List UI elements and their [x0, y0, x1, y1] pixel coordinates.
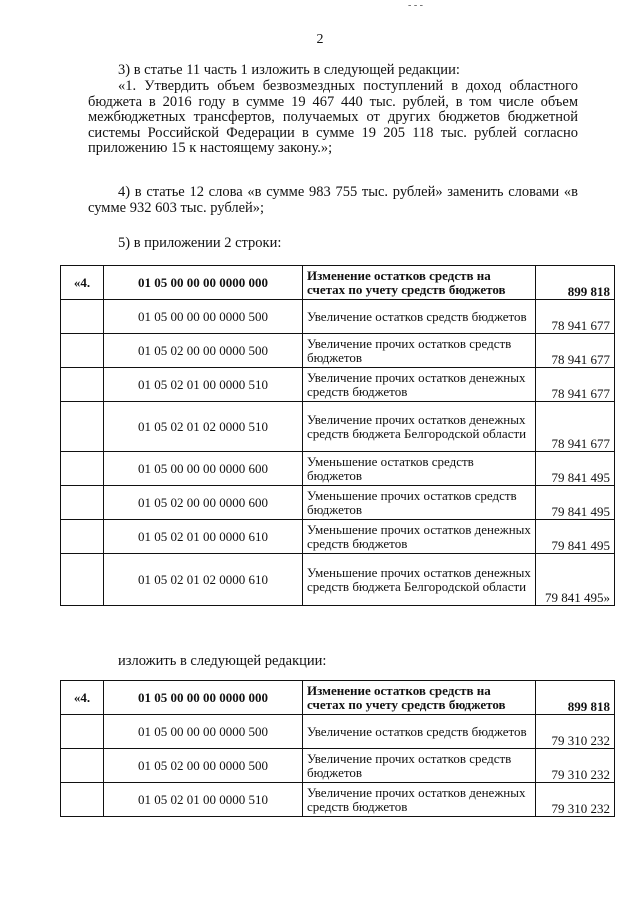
- row-value: 79 841 495: [536, 452, 615, 486]
- row-value: 79 841 495»: [536, 554, 615, 606]
- row-value: 78 941 677: [536, 300, 615, 334]
- table-new-rows: [60, 680, 615, 817]
- row-description: Увеличение остатков средств бюджетов: [303, 300, 536, 334]
- row-number: [61, 300, 104, 334]
- row-number: [61, 452, 104, 486]
- row-value: 79 310 232: [536, 715, 615, 749]
- paragraph-appendix-2: 5) в приложении 2 строки:: [118, 235, 282, 251]
- row-value: 79 310 232: [536, 749, 615, 783]
- table-row: [61, 681, 615, 715]
- row-number: [61, 486, 104, 520]
- paragraph-article-11-text: «1. Утвердить объем безвозмездных поступлений в доход областного бюджета в 2016 году в сумме 19 467 440 тыс. рублей, в том числе объем межбюджетных трансфертов, получаемых от других бюджетов бюджетной системы Российской Федерации в сумме 19 205 118 тыс. рублей согласно приложению 15 к настоящему закону.»;: [88, 78, 578, 156]
- row-description: Уменьшение прочих остатков денежных средств бюджетов: [303, 520, 536, 554]
- budget-code: 01 05 02 01 00 0000 510: [104, 368, 303, 402]
- row-value: 79 841 495: [536, 486, 615, 520]
- row-number: «4.: [61, 681, 104, 715]
- table-row: [61, 402, 615, 452]
- row-number: «4.: [61, 266, 104, 300]
- paragraph-article-11: 3) в статье 11 часть 1 изложить в следующей редакции:: [118, 62, 460, 78]
- row-description: Увеличение прочих остатков средств бюджетов: [303, 749, 536, 783]
- budget-code: 01 05 02 00 00 0000 500: [104, 749, 303, 783]
- table-row: [61, 368, 615, 402]
- row-description: Уменьшение остатков средств бюджетов: [303, 452, 536, 486]
- row-number: [61, 749, 104, 783]
- table-row: [61, 783, 615, 817]
- table-old-rows: [60, 265, 615, 606]
- budget-code: 01 05 00 00 00 0000 500: [104, 300, 303, 334]
- paragraph-article-12: 4) в статье 12 слова «в сумме 983 755 тыс. рублей» заменить словами «в сумме 932 603 тыс. рублей»;: [88, 184, 578, 216]
- table-row: [61, 749, 615, 783]
- row-number: [61, 715, 104, 749]
- table-row: [61, 300, 615, 334]
- table-row: [61, 334, 615, 368]
- row-description: Увеличение прочих остатков денежных средств бюджета Белгородской области: [303, 402, 536, 452]
- row-number: [61, 554, 104, 606]
- row-value: 899 818: [536, 266, 615, 300]
- row-description: Увеличение остатков средств бюджетов: [303, 715, 536, 749]
- row-description: Увеличение прочих остатков денежных средств бюджетов: [303, 783, 536, 817]
- row-value: 79 841 495: [536, 520, 615, 554]
- budget-code: 01 05 02 00 00 0000 500: [104, 334, 303, 368]
- table-row: [61, 520, 615, 554]
- table-row: [61, 554, 615, 606]
- budget-code: 01 05 02 01 02 0000 510: [104, 402, 303, 452]
- row-number: [61, 783, 104, 817]
- table-row: [61, 715, 615, 749]
- budget-code: 01 05 02 01 02 0000 610: [104, 554, 303, 606]
- paragraph-new-edition: изложить в следующей редакции:: [118, 653, 327, 669]
- row-value: 899 818: [536, 681, 615, 715]
- budget-code: 01 05 00 00 00 0000 600: [104, 452, 303, 486]
- row-number: [61, 368, 104, 402]
- row-value: 78 941 677: [536, 402, 615, 452]
- row-value: 78 941 677: [536, 368, 615, 402]
- row-description: Увеличение прочих остатков средств бюджетов: [303, 334, 536, 368]
- row-description: Уменьшение прочих остатков денежных средств бюджета Белгородской области: [303, 554, 536, 606]
- budget-code: 01 05 00 00 00 0000 000: [104, 266, 303, 300]
- row-description: Увеличение прочих остатков денежных средств бюджетов: [303, 368, 536, 402]
- row-value: 78 941 677: [536, 334, 615, 368]
- budget-code: 01 05 02 01 00 0000 510: [104, 783, 303, 817]
- scan-mark: - - -: [408, 0, 423, 11]
- page-number: 2: [316, 32, 324, 47]
- row-description: Уменьшение прочих остатков средств бюджетов: [303, 486, 536, 520]
- row-description: Изменение остатков средств на счетах по учету средств бюджетов: [303, 266, 536, 300]
- budget-code: 01 05 00 00 00 0000 500: [104, 715, 303, 749]
- row-value: 79 310 232: [536, 783, 615, 817]
- table-row: [61, 486, 615, 520]
- budget-code: 01 05 02 01 00 0000 610: [104, 520, 303, 554]
- row-number: [61, 334, 104, 368]
- row-number: [61, 520, 104, 554]
- table-row: [61, 452, 615, 486]
- row-number: [61, 402, 104, 452]
- table-row: [61, 266, 615, 300]
- budget-code: 01 05 02 00 00 0000 600: [104, 486, 303, 520]
- budget-code: 01 05 00 00 00 0000 000: [104, 681, 303, 715]
- row-description: Изменение остатков средств на счетах по учету средств бюджетов: [303, 681, 536, 715]
